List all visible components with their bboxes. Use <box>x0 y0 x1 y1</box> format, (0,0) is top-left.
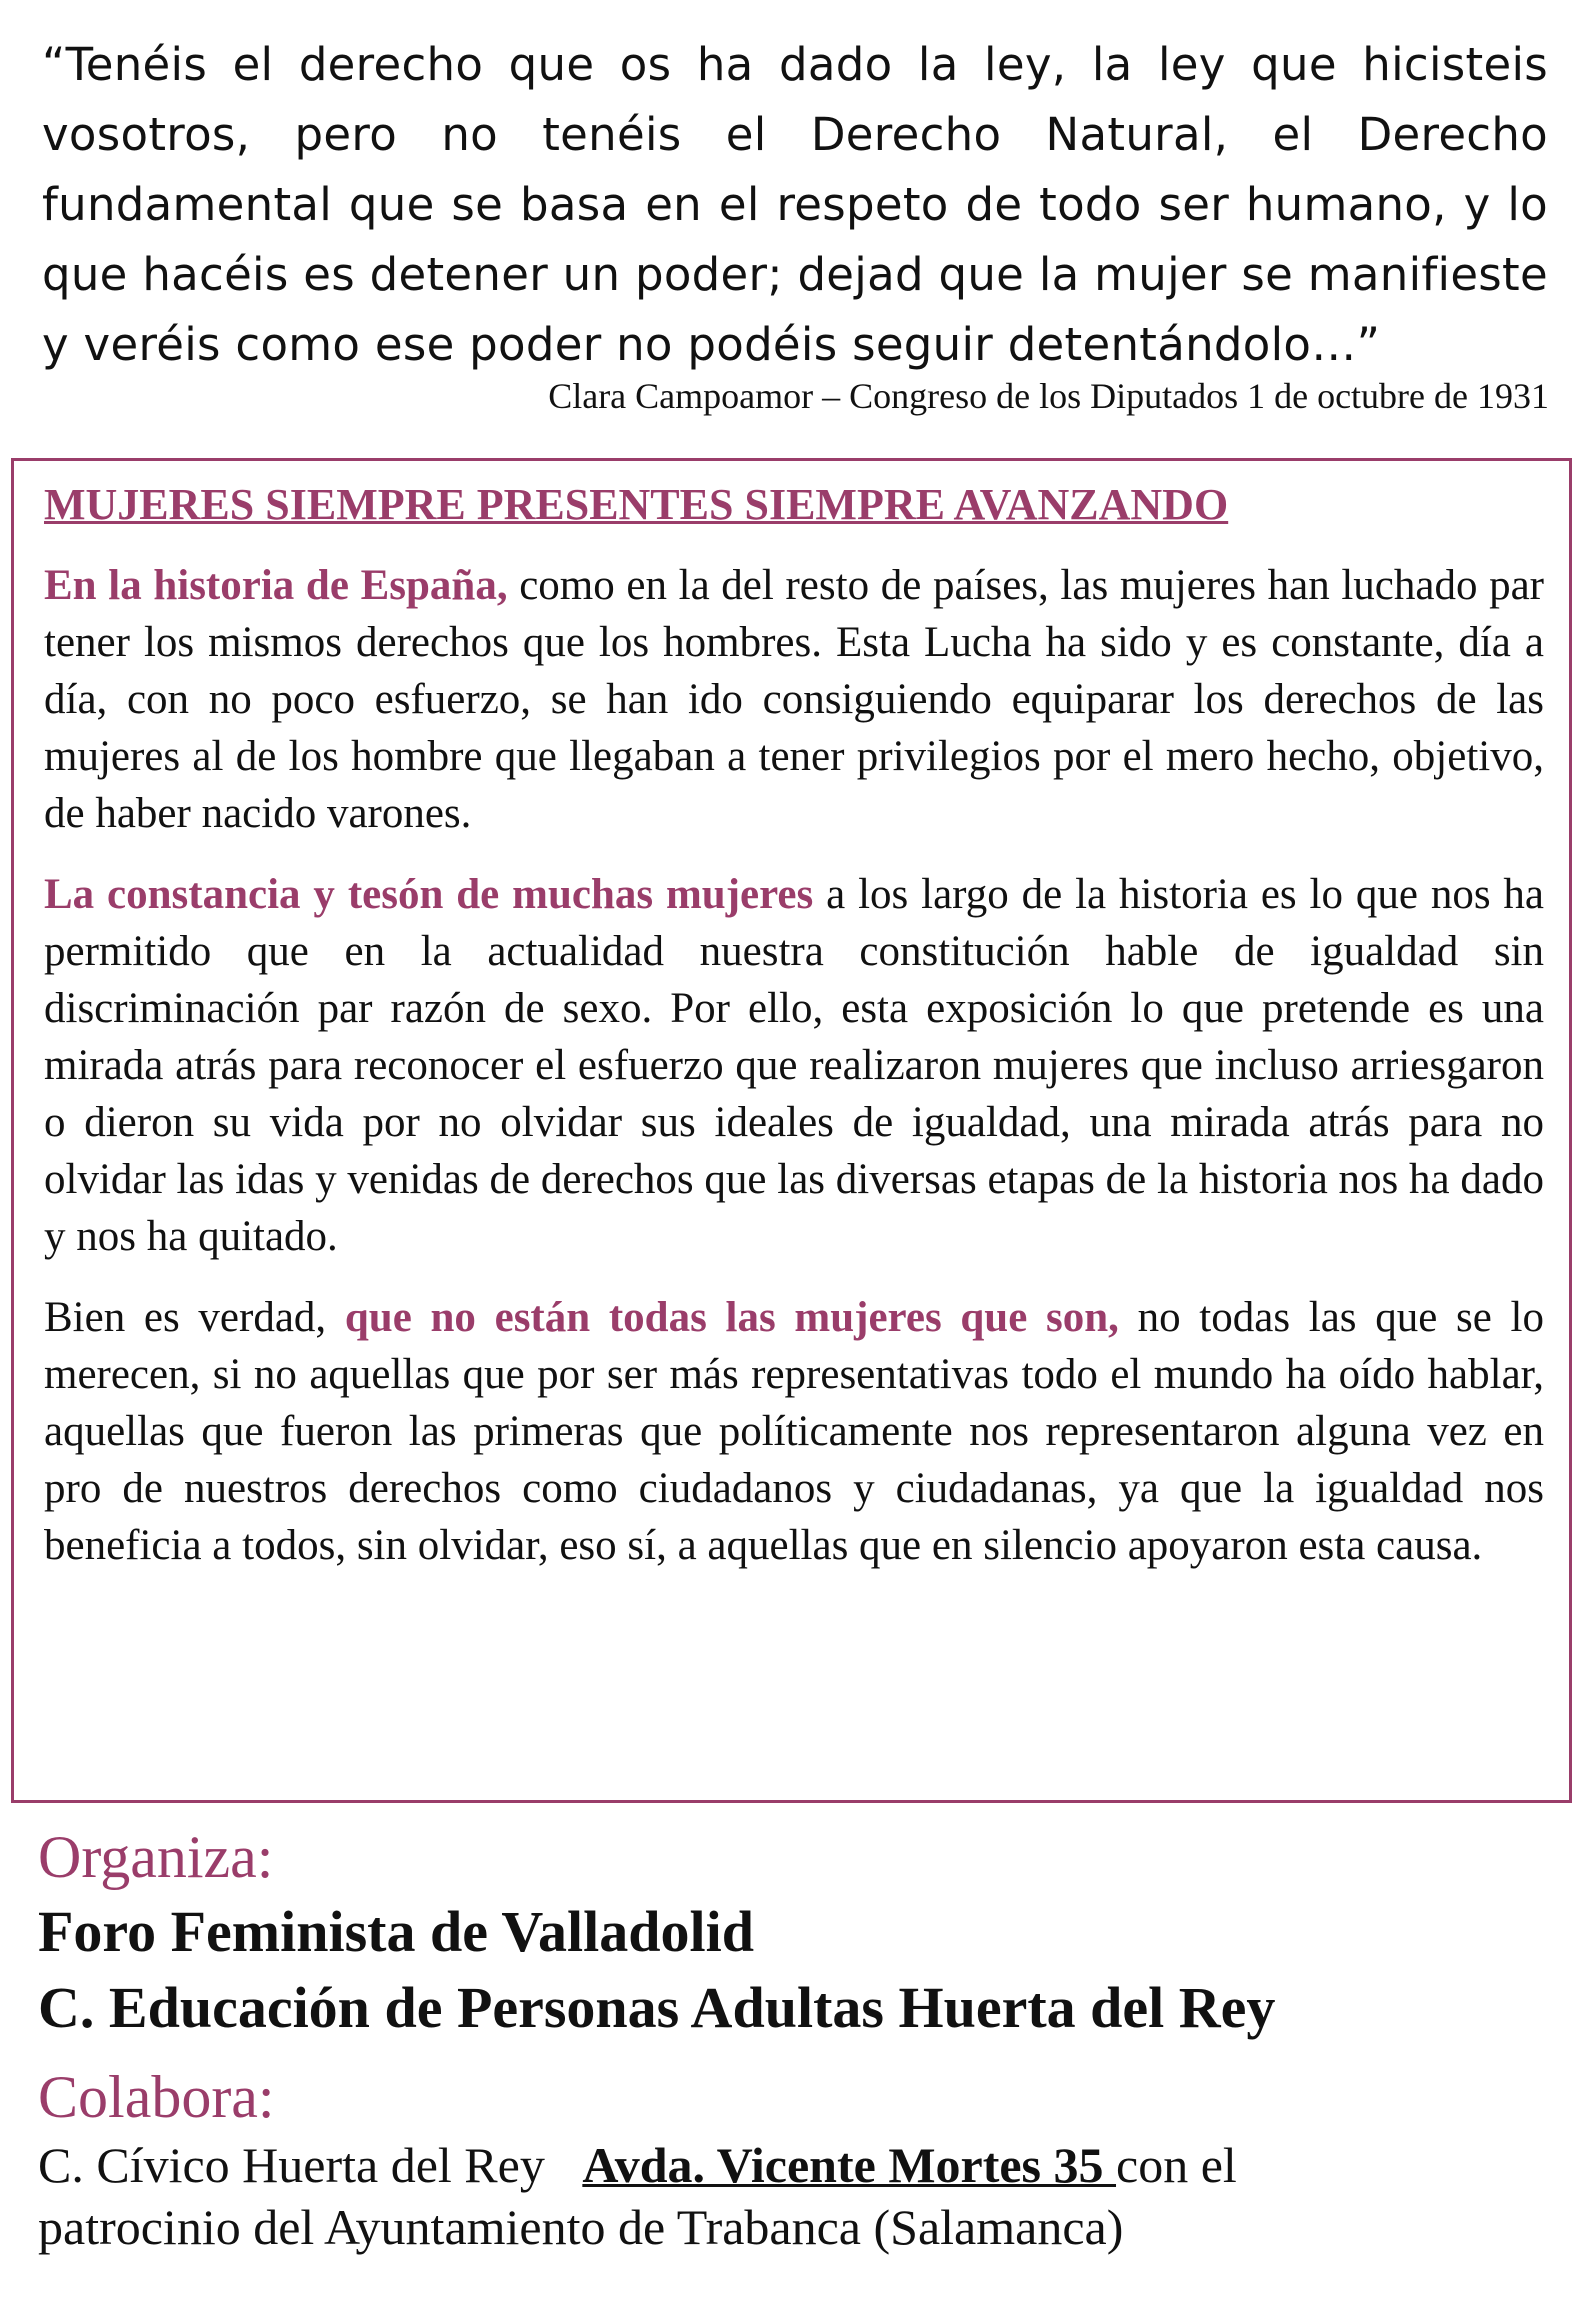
collaborator-name: C. Cívico Huerta del Rey <box>38 2137 583 2193</box>
collaborator-line-2: patrocinio del Ayuntamiento de Trabanca (Salamanca) <box>38 2199 1124 2255</box>
box-title: MUJERES SIEMPRE PRESENTES SIEMPRE AVANZANDO <box>44 480 1229 529</box>
collaborator-line-1 <box>38 2134 1558 2196</box>
paragraph-3-text: no todas las que se lo merecen, si no aquellas que por ser más representativas todo el mundo ha oído hablar, aquellas que fueron las primeras que políticamente nos representaron alguna vez en pro de nuestros derechos como ciudadanos y ciudadanas, ya que la igualdad nos beneficia a todos, sin olvidar, eso sí, a aquellas que en silencio apoyaron esta causa. <box>44 1294 1544 1569</box>
paragraph-2 <box>44 866 1544 1265</box>
paragraph-2-highlight: La constancia y tesón de muchas mujeres <box>44 871 814 918</box>
organizer-1: Foro Feminista de Valladolid <box>38 1899 754 1964</box>
organizer-2: C. Educación de Personas Adultas Huerta del Rey <box>38 1975 1276 2040</box>
paragraph-3-lead: Bien es verdad, <box>44 1294 345 1341</box>
collaborator-suffix: con el <box>1116 2137 1237 2193</box>
main-text-content <box>44 477 1544 1598</box>
quote-attribution: Clara Campoamor – Congreso de los Diputados 1 de octubre de 1931 <box>548 376 1549 416</box>
paragraph-1-text: como en la del resto de países, las mujeres han luchado par tener los mismos derechos que los hombres. Esta Lucha ha sido y es constante, día a día, con no poco esfuerzo, se han ido consiguiendo equiparar los derechos de las mujeres al de los hombre que llegaban a tener privilegios por el mero hecho, objetivo, de haber nacido varones. <box>44 562 1545 837</box>
paragraph-1 <box>44 557 1544 842</box>
organiza-label: Organiza: <box>38 1824 274 1890</box>
main-text-box <box>11 458 1572 1803</box>
paragraph-3-highlight: que no están todas las mujeres que son, <box>344 1294 1119 1341</box>
paragraph-3 <box>44 1289 1544 1574</box>
opening-quote: “Tenéis el derecho que os ha dado la ley, la ley que hicisteis vosotros, pero no tenéis el Derecho Natural, el Derecho fundamental que se basa en el respeto de todo ser humano, y lo que hacéis es detener un poder; dejad que la mujer se manifieste y veréis como ese poder no podéis seguir detentándolo…” <box>42 38 1548 371</box>
paragraph-2-text: a los largo de la historia es lo que nos ha permitido que en la actualidad nuestra constitución hable de igualdad sin discriminación par razón de sexo. Por ello, esta exposición lo que pretende es una mirada atrás para reconocer el esfuerzo que realizaron mujeres que incluso arriesgaron o dieron su vida por no olvidar sus ideales de igualdad, una mirada atrás para no olvidar las idas y venidas de derechos que las diversas etapas de la historia nos ha dado y nos ha quitado. <box>44 871 1545 1260</box>
paragraph-1-highlight: En la historia de España, <box>44 562 508 609</box>
collaborator-address: Avda. Vicente Mortes 35 <box>582 2137 1117 2193</box>
credits-footer <box>38 1820 1558 2258</box>
colabora-label: Colabora: <box>38 2064 275 2130</box>
